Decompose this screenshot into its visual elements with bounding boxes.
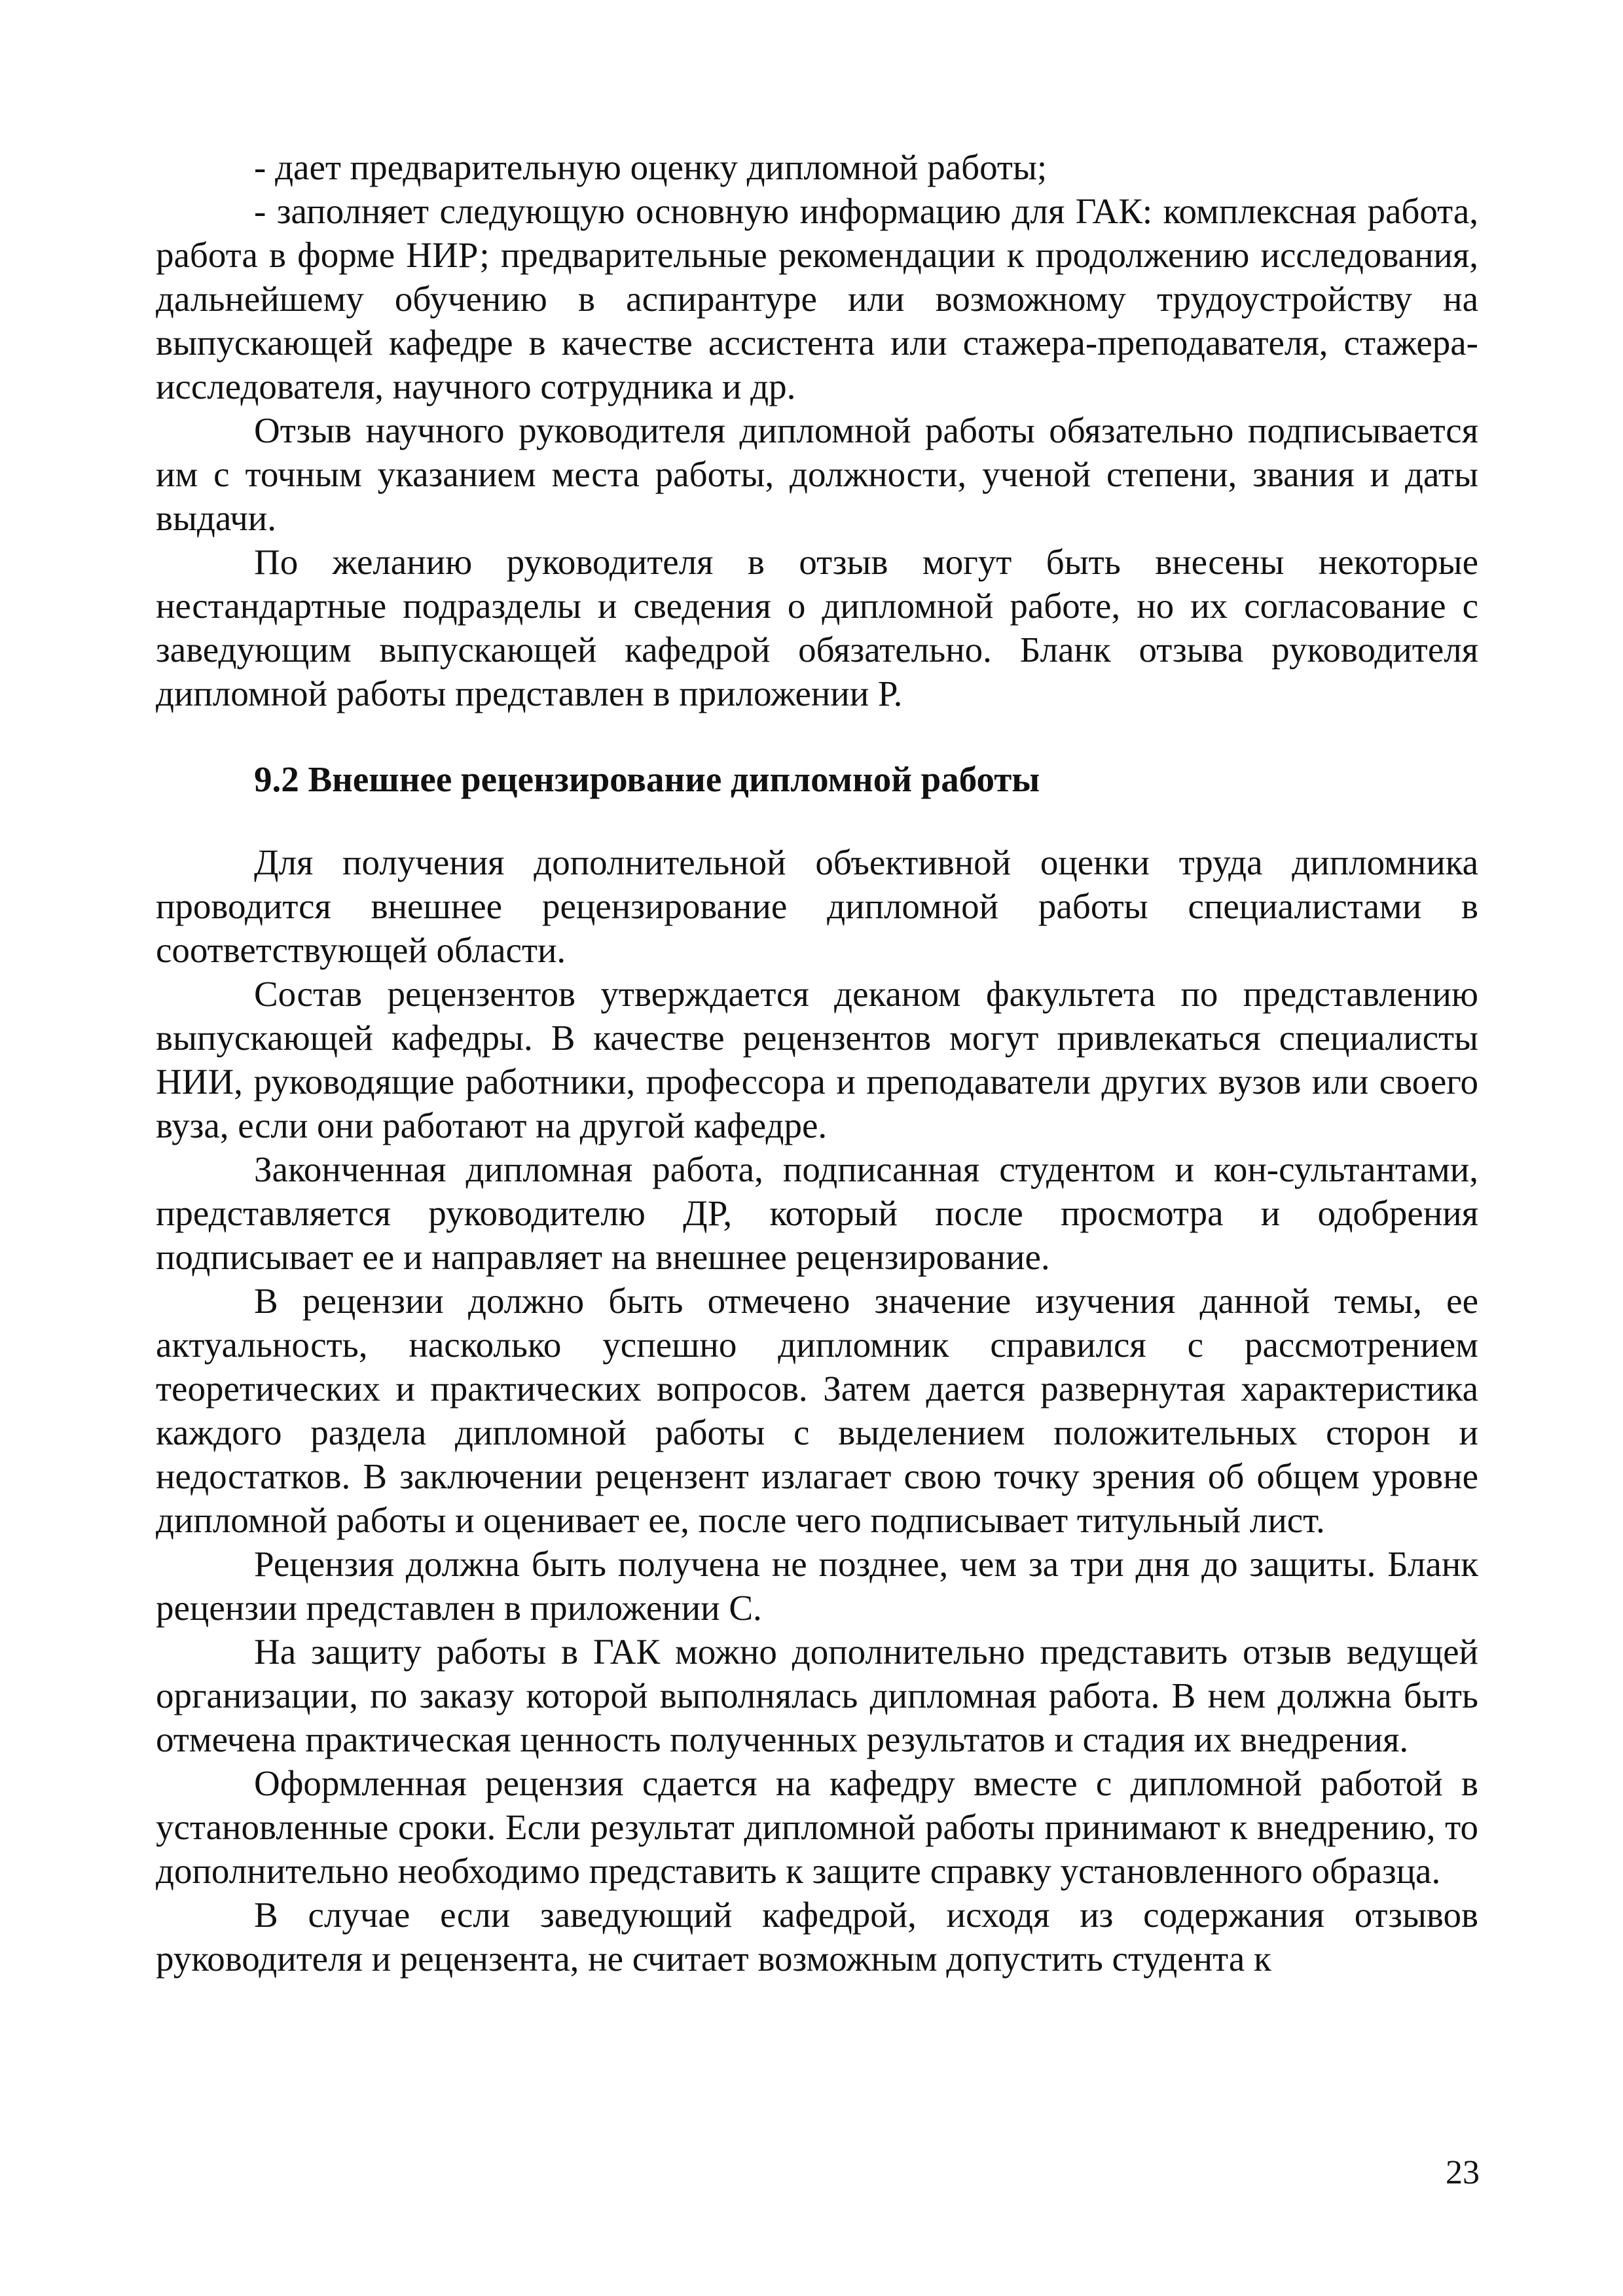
paragraph-review-deadline: Рецензия должна быть получена не позднее, чем за три дня до защиты. Бланк рецензии представлен в приложении С. <box>156 1544 1478 1628</box>
paragraph-review-submission: Оформленная рецензия сдается на кафедру вместе с дипломной работой в установленные сроки. Если результат дипломной работы принимают к внедрению, то дополнительно необходимо представить к защите справку установленного образца. <box>156 1763 1478 1891</box>
paragraph-review-content: В рецензии должно быть отмечено значение изучения данной темы, ее актуальность, насколько успешно дипломник справился с рассмотрением теоретических и практических вопросов. Затем дается развернутая характеристика каждого раздела дипломной работы с выделением положительных сторон и недостатков. В заключении рецензент излагает свою точку зрения об общем уровне дипломной работы и оценивает ее, после чего подписывает титульный лист. <box>156 1281 1478 1540</box>
paragraph-supervisor-review-subsections: По желанию руководителя в отзыв могут быть внесены некоторые нестандартные подразделы и сведения о дипломной работе, но их согласование с заведующим выпускающей кафедрой обязательно. Бланк отзыва руководителя дипломной работы представлен в приложении Р. <box>156 542 1478 713</box>
section-heading: 9.2 Внешнее рецензирование дипломной работы <box>254 759 1040 799</box>
bullet-preliminary-assessment: - дает предварительную оценку дипломной работы; <box>254 147 1048 187</box>
bullet-gak-information: - заполняет следующую основную информацию для ГАК: комплексная работа, работа в форме НИР; предварительные рекомендации к продолжению исследования, дальнейшему обучению в аспирантуре или возможному трудоустройству на выпускающей кафедре в качестве ассистента или стажера-преподавателя, стажера-исследователя, научного сотрудника и др. <box>156 191 1478 406</box>
paragraph-head-of-department: В случае если заведующий кафедрой, исходя из содержания отзывов руководителя и рецензента, не считает возможным допустить студента к <box>156 1895 1478 1979</box>
paragraph-external-review-purpose: Для получения дополнительной объективной оценки труда дипломника проводится внешнее рецензирование дипломной работы специалистами в соответствующей области. <box>156 842 1478 970</box>
page-number: 23 <box>1446 2154 1480 2191</box>
paragraph-supervisor-review-signature: Отзыв научного руководителя дипломной работы обязательно подписывается им с точным указанием места работы, должности, ученой степени, звания и даты выдачи. <box>156 410 1478 538</box>
paragraph-finished-work: Законченная дипломная работа, подписанная студентом и кон-сультантами, представляется руководителю ДР, который после просмотра и одобрения подписывает ее и направляет на внешнее рецензирование. <box>156 1149 1478 1277</box>
page-body <box>156 145 1478 1981</box>
paragraph-reviewers-composition: Состав рецензентов утверждается деканом факультета по представлению выпускающей кафедры. В качестве рецензентов могут привлекаться специалисты НИИ, руководящие работники, профессора и преподаватели других вузов или своего вуза, если они работают на другой кафедре. <box>156 974 1478 1145</box>
paragraph-leading-organization: На защиту работы в ГАК можно дополнительно представить отзыв ведущей организации, по заказу которой выполнялась дипломная работа. В нем должна быть отмечена практическая ценность полученных результатов и стадия их внедрения. <box>156 1632 1478 1759</box>
